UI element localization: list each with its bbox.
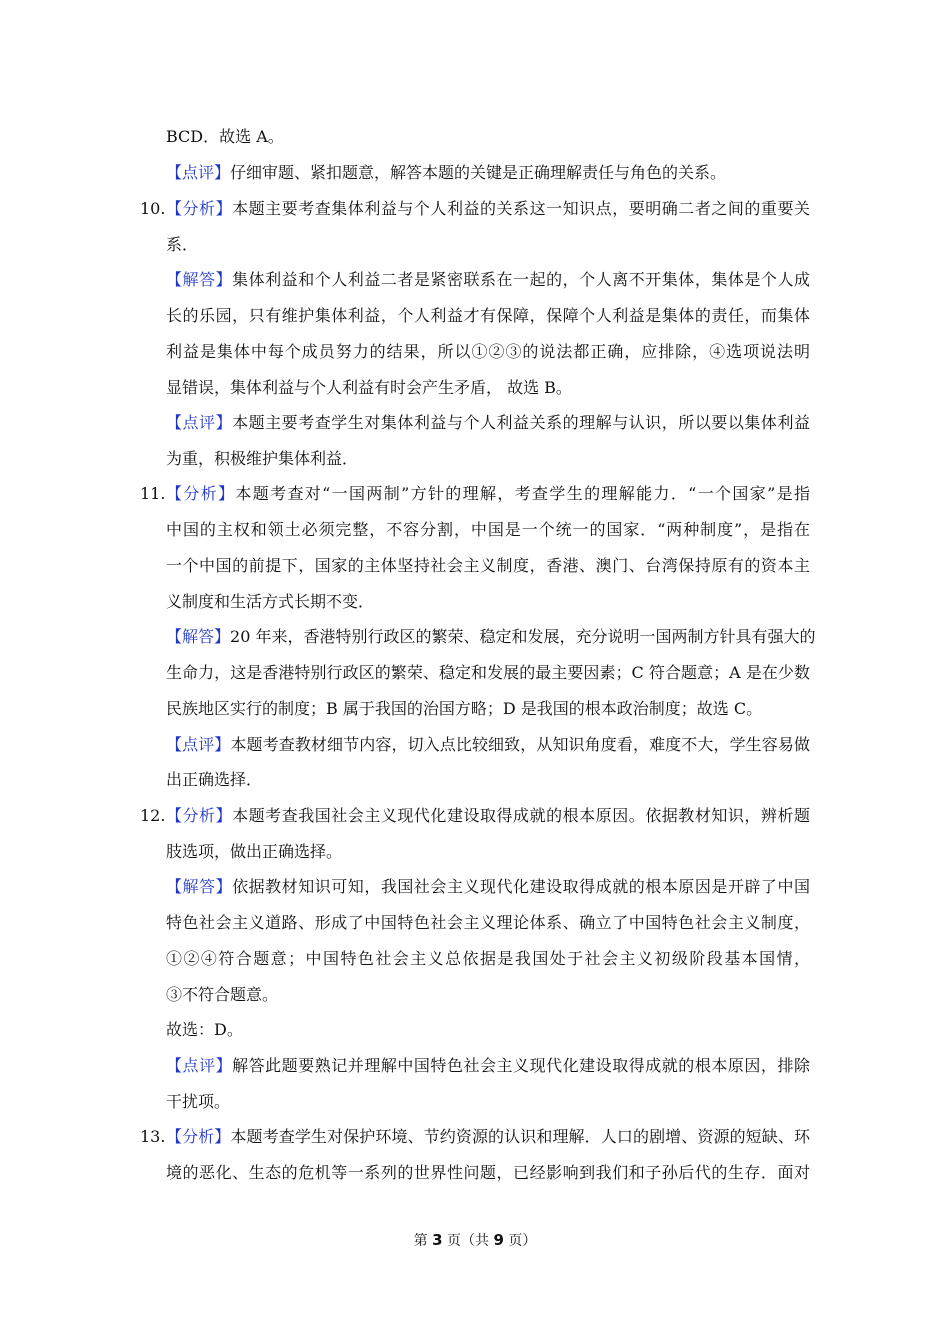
q12-jieda-line-1: 【解答】依据教材知识可知，我国社会主义现代化建设取得成就的根本原因是开辟了中国 <box>166 877 810 896</box>
fenxi-tag: 【分析】 <box>166 1127 231 1146</box>
q11-fenxi-line-2: 中国的主权和领土必须完整，不容分割，中国是一个统一的国家．“两种制度”，是指在 <box>166 520 810 539</box>
q13-fenxi-line-1: 【分析】本题考查学生对保护环境、节约资源的认识和理解．人口的剧增、资源的短缺、环 <box>166 1127 810 1146</box>
dianping-tag: 【点评】 <box>166 163 231 182</box>
q9-dianping: 【点评】仔细审题、紧扣题意，解答本题的关键是正确理解责任与角色的关系。 <box>166 163 727 182</box>
fenxi-tag: 【分析】 <box>166 199 233 218</box>
q10-jieda-line-2: 长的乐园，只有维护集体利益，个人利益才有保障，保障个人利益是集体的责任，而集体 <box>166 306 810 325</box>
q10-dianping-line-1: 【点评】本题主要考查学生对集体利益与个人利益关系的理解与认识，所以要以集体利益 <box>166 413 810 432</box>
dianping-tag: 【点评】 <box>166 735 231 754</box>
q11-dianping-line-2: 出正确选择． <box>166 770 263 789</box>
q11-dianping-line-1: 【点评】本题考查教材细节内容，切入点比较细致，从知识角度看，难度不大，学生容易做 <box>166 735 810 754</box>
jieda-tag: 【解答】 <box>166 877 233 896</box>
q10-jieda-line-4: 显错误，集体利益与个人利益有时会产生矛盾， 故选 B。 <box>166 378 572 397</box>
q10-fenxi-line-1: 【分析】本题主要考查集体利益与个人利益的关系这一知识点，要明确二者之间的重要关 <box>166 199 810 218</box>
fenxi-tag: 【分析】 <box>166 484 236 503</box>
q11-number: 11. <box>140 484 166 503</box>
page-footer: 第 3 页（共 9 页） <box>413 1231 537 1249</box>
q10-jieda-line-3: 利益是集体中每个成员努力的结果，所以①②③的说法都正确，应排除，④选项说法明 <box>166 342 810 361</box>
q10-fenxi-line-2: 系． <box>166 235 199 254</box>
q11-fenxi-line-3: 一个中国的前提下，国家的主体坚持社会主义制度，香港、澳门、台湾保持原有的资本主 <box>166 556 810 575</box>
q11-fenxi-line-1: 【分析】本题考查对“一国两制”方针的理解，考查学生的理解能力．“一个国家”是指 <box>166 484 810 503</box>
q11-jieda-line-1: 【解答】20 年来，香港特别行政区的繁荣、稳定和发展，充分说明一国两制方针具有强大的 <box>166 627 816 646</box>
q12-answer: 故选：D。 <box>166 1020 243 1039</box>
q11-jieda-line-3: 民族地区实行的制度；B 属于我国的治国方略；D 是我国的根本政治制度；故选 C。 <box>166 699 763 718</box>
q13-number: 13. <box>140 1127 166 1146</box>
q12-fenxi-line-2: 肢选项，做出正确选择。 <box>166 842 343 861</box>
total-page-count: 9 <box>493 1231 504 1249</box>
q10-number: 10. <box>140 199 166 218</box>
q12-dianping-line-1: 【点评】解答此题要熟记并理解中国特色社会主义现代化建设取得成就的根本原因，排除 <box>166 1056 810 1075</box>
dianping-tag: 【点评】 <box>166 413 233 432</box>
dianping-tag: 【点评】 <box>166 1056 233 1075</box>
jieda-tag: 【解答】 <box>166 270 233 289</box>
q9-answer-tail: BCD．故选 A。 <box>166 127 284 146</box>
q11-fenxi-line-4: 义制度和生活方式长期不变． <box>166 592 375 611</box>
q12-number: 12. <box>140 806 166 825</box>
jieda-tag: 【解答】 <box>166 627 231 646</box>
q12-jieda-line-3: ①②④符合题意；中国特色社会主义总依据是我国处于社会主义初级阶段基本国情， <box>166 949 810 968</box>
q13-fenxi-line-2: 境的恶化、生态的危机等一系列的世界性问题，已经影响到我们和子孙后代的生存．面对 <box>166 1163 810 1182</box>
q12-fenxi-line-1: 【分析】本题考查我国社会主义现代化建设取得成就的根本原因。依据教材知识，辨析题 <box>166 806 810 825</box>
fenxi-tag: 【分析】 <box>166 806 233 825</box>
q10-jieda-line-1: 【解答】集体利益和个人利益二者是紧密联系在一起的，个人离不开集体，集体是个人成 <box>166 270 810 289</box>
q12-dianping-line-2: 干扰项。 <box>166 1092 231 1111</box>
current-page-number: 3 <box>432 1231 443 1249</box>
q12-jieda-line-2: 特色社会主义道路、形成了中国特色社会主义理论体系、确立了中国特色社会主义制度， <box>166 913 810 932</box>
q11-jieda-line-2: 生命力，这是香港特别行政区的繁荣、稳定和发展的最主要因素；C 符合题意；A 是在少数 <box>166 663 810 682</box>
q10-dianping-line-2: 为重，积极维护集体利益． <box>166 449 359 468</box>
q12-jieda-line-4: ③不符合题意。 <box>166 985 279 1004</box>
